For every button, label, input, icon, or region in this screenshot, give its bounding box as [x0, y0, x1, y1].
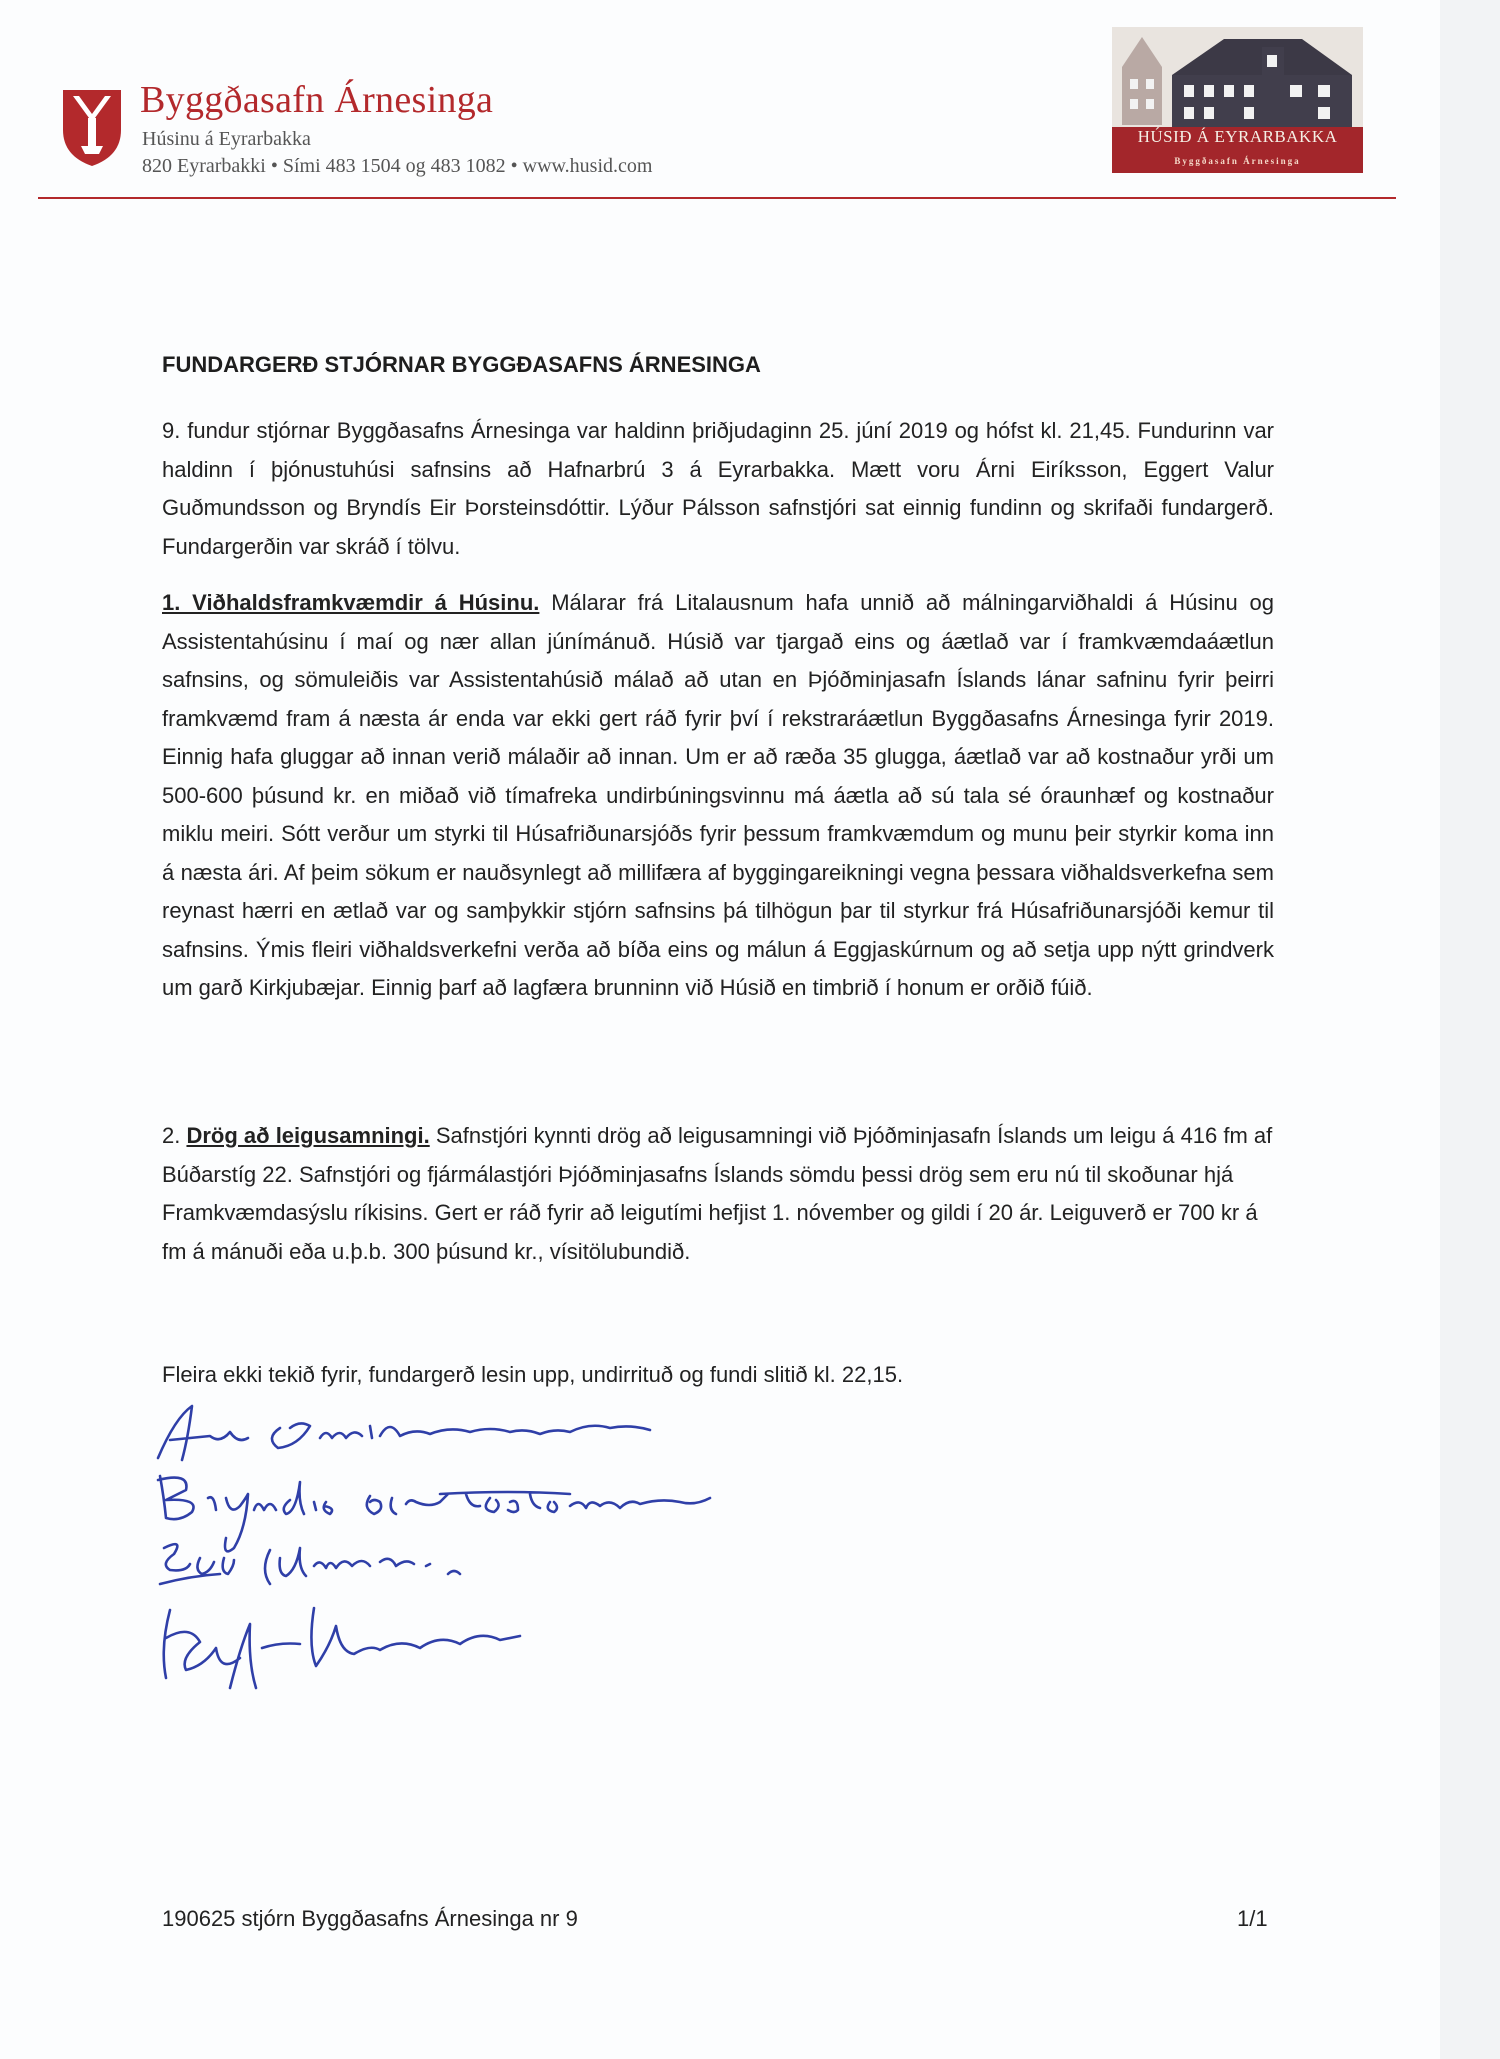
document-title: FUNDARGERÐ STJÓRNAR BYGGÐASAFNS ÁRNESINGA — [162, 352, 761, 377]
footer-reference: 190625 stjórn Byggðasafns Árnesinga nr 9 — [162, 1906, 578, 1931]
agenda-item-2-heading: Drög að leigusamningi. — [186, 1123, 430, 1148]
organization-name: Byggðasafn Árnesinga — [140, 79, 494, 121]
organization-address-line: Húsinu á Eyrarbakka — [142, 128, 311, 150]
house-badge-title: HÚSIÐ Á EYRARBAKKA — [1137, 127, 1338, 146]
handwritten-signatures — [130, 1398, 810, 1728]
signature-bryndis — [158, 1476, 710, 1551]
agenda-item-2-text: Safnstjóri kynnti drög að leigusamningi við Þjóðminjasafn Íslands um leigu á 416 fm af Búðarstíg 22. Safnstjóri og fjármálastjóri Þjóðminjasafns Íslands sömdu þessi drög sem eru nú til skoðunar hjá Framkvæmdasýslu ríkisins. Gert er ráð fyrir að leigutími hefjist 1. nóvember og gildi í 20 ár. Leiguverð er 700 kr á fm á mánuði eða u.þ.b. 300 þúsund kr., vísitölubundið. — [162, 1123, 1273, 1264]
agenda-item-1-heading: 1. Viðhaldsframkvæmdir á Húsinu. — [162, 590, 540, 615]
house-badge-logo — [1112, 27, 1363, 173]
organization-contact-line: 820 Eyrarbakki • Sími 483 1504 og 483 1082 • www.husid.com — [142, 155, 653, 177]
letterhead-divider — [38, 197, 1396, 199]
house-badge-subtitle: Byggðasafn Árnesinga — [1174, 156, 1301, 166]
signature-lydur — [164, 1608, 520, 1688]
intro-paragraph: 9. fundur stjórnar Byggðasafns Árnesinga var haldinn þriðjudaginn 25. júní 2019 og hófst kl. 21,45. Fundurinn var haldinn í þjónustuhúsi safnsins að Hafnarbrú 3 á Eyrarbakka. Mætt voru Árni Eiríksson, Eggert Valur Guðmundsson og Bryndís Eir Þorsteinsdóttir. Lýður Pálsson safnstjóri sat einnig fundinn og skrifaði fundargerð. Fundargerðin var skráð í tölvu. — [162, 418, 1274, 559]
scan-edge — [1440, 0, 1500, 2059]
signature-eggert — [160, 1544, 460, 1584]
page-number: 1/1 — [1237, 1906, 1268, 1931]
agenda-item-1 — [162, 584, 1274, 1008]
signature-arni — [158, 1406, 650, 1460]
agenda-item-2-number: 2. — [162, 1123, 187, 1148]
agenda-item-1-text: Málarar frá Litalausnum hafa unnið að málningarviðhaldi á Húsinu og Assistentahúsinu í maí og nær allan júnímánuð. Húsið var tjargað eins og áætlað var í framkvæmdaáætlun safnsins, og sömuleiðis var Assistentahúsið málað að utan en Þjóðminjasafn Íslands lánar safninu fyrir þeirri framkvæmd fram á næsta ár enda var ekki gert ráð fyrir því í rekstraráætlun Byggðasafns Árnesinga fyrir 2019. Einnig hafa gluggar að innan verið málaðir að innan. Um er að ræða 35 glugga, áætlað var að kostnaður yrði um 500-600 þúsund kr. en miðað við tímafreka undirbúningsvinnu má áætla að sú tala sé óraunhæf og kostnaður miklu meiri. Sótt verður um styrki til Húsafriðunarsjóðs fyrir þessum framkvæmdum og munu þeir styrkir koma inn á næsta ári. Af þeim sökum er nauðsynlegt að millifæra af byggingareikningi vegna þessara viðhaldsverkefna sem reynast hærri en ætlað var og samþykkir stjórn safnsins þá tilhögun þar til styrkur frá Húsafriðunarsjóði kemur til safnsins. Ýmis fleiri viðhaldsverkefni verða að bíða eins og málun á Eggjaskúrnum og að setja upp nýtt grindverk um garð Kirkjubæjar. Einnig þarf að lagfæra brunninn við Húsið en timbrið í honum er orðið fúið. — [162, 590, 1274, 1000]
closing-statement: Fleira ekki tekið fyrir, fundargerð lesin upp, undirrituð og fundi slitið kl. 22,15. — [162, 1362, 904, 1387]
agenda-item-2 — [162, 1117, 1274, 1271]
museum-shield-logo — [61, 86, 123, 168]
